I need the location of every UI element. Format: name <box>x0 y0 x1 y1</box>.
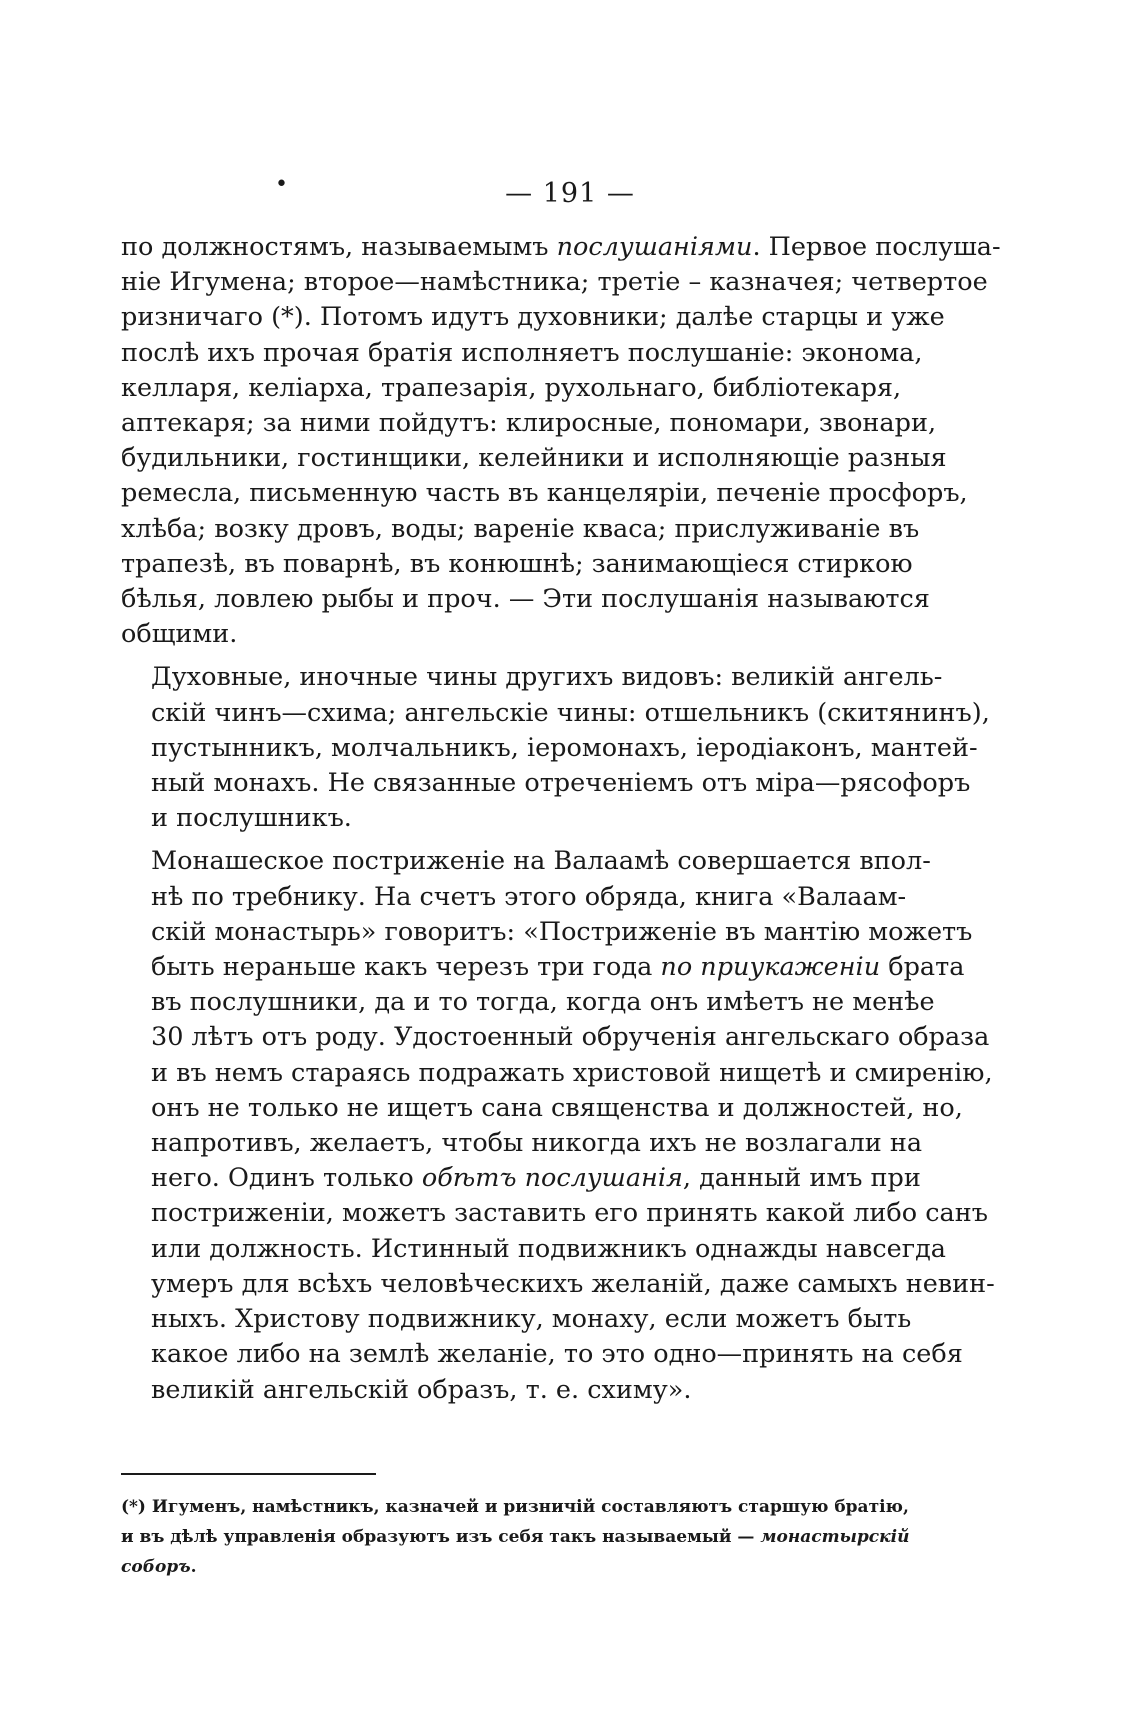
text-line: и послушникъ. <box>151 803 352 834</box>
paragraph-1 <box>121 230 1001 652</box>
text-line: будильники, гостинщики, келейники и исполняющіе разныя <box>121 443 947 474</box>
text-line: келларя, келіарха, трапезарія, рухольнаго, библіотекаря, <box>121 372 902 403</box>
text-line: Монашеское постриженіе на Валаамѣ совершается впол- <box>151 846 931 877</box>
text-line: онъ не только не ищетъ сана священства и должностей, но, <box>151 1092 963 1123</box>
text-line: бѣлья, ловлею рыбы и проч. — Эти послушанія называются <box>121 584 930 615</box>
stray-mark: • <box>275 172 288 197</box>
text-line: или должность. Истинный подвижникъ однажды навсегда <box>151 1233 946 1264</box>
paragraph-2 <box>121 660 990 836</box>
text-line: по должностямъ, называемымъ послушаніями. Первое послуша- <box>121 232 1001 262</box>
text-line: ный монахъ. Не связанные отреченіемъ отъ міра—рясофоръ <box>151 768 971 799</box>
text-line: нѣ по требнику. На счетъ этого обряда, книга «Валаам- <box>151 881 907 912</box>
text-line: какое либо на землѣ желаніе, то это одно—принять на себя <box>151 1339 963 1370</box>
footnote-divider <box>121 1473 376 1475</box>
text-line: хлѣба; возку дровъ, воды; вареніе кваса; прислуживаніе въ <box>121 513 920 544</box>
text-line: Духовные, иночные чины другихъ видовъ: великій ангель- <box>151 662 943 693</box>
text-line: напротивъ, желаетъ, чтобы никогда ихъ не возлагали на <box>151 1128 923 1159</box>
text-line: аптекаря; за ними пойдутъ: клиросные, пономари, звонари, <box>121 408 937 439</box>
text-line: пустынникъ, молчальникъ, іеромонахъ, іеродіаконъ, мантей- <box>151 732 978 763</box>
footnote <box>121 1492 910 1582</box>
text-line: послѣ ихъ прочая братія исполняетъ послушаніе: эконома, <box>121 337 923 368</box>
text-line: общими. <box>121 619 238 650</box>
text-line: него. Одинъ только обѣтъ послушанія, данный имъ при <box>151 1163 921 1194</box>
text-line: ныхъ. Христову подвижнику, монаху, если можетъ быть <box>151 1304 912 1335</box>
text-line: 30 лѣтъ отъ роду. Удостоенный обрученія ангельскаго образа <box>151 1022 990 1053</box>
text-line: быть нераньше какъ черезъ три года по приукаженіи брата <box>151 952 965 983</box>
footnote-line: и въ дѣлѣ управленія образуютъ изъ себя такъ называемый — монастырскій <box>121 1527 910 1547</box>
paragraph-3 <box>121 844 995 1407</box>
text-line: и въ немъ стараясь подражать христовой нищетѣ и смиренію, <box>151 1057 993 1088</box>
text-line: ремесла, письменную часть въ канцеляріи, печеніе просфоръ, <box>121 478 968 509</box>
footnote-line: соборъ. <box>121 1557 197 1577</box>
text-line: трапезѣ, въ поварнѣ, въ конюшнѣ; занимающіеся стиркою <box>121 548 913 579</box>
text-line: постриженіи, можетъ заставить его принять какой либо санъ <box>151 1198 988 1229</box>
text-line: великій ангельскій образъ, т. е. схиму». <box>151 1374 692 1405</box>
text-line: ризничаго (*). Потомъ идутъ духовники; далѣе старцы и уже <box>121 302 945 333</box>
footnote-line: (*) Игуменъ, намѣстникъ, казначей и ризничій составляютъ старшую братію, <box>121 1497 909 1517</box>
main-text <box>121 230 1001 1416</box>
text-line: скій монастырь» говоритъ: «Постриженіе въ мантію можетъ <box>151 916 973 947</box>
text-line: ніе Игумена; второе—намѣстника; третіе – казначея; четвертое <box>121 267 988 298</box>
text-line: скій чинъ—схима; ангельскіе чины: отшельникъ (скитянинъ), <box>151 697 990 728</box>
page-number: — 191 — <box>505 178 635 209</box>
text-line: въ послушники, да и то тогда, когда онъ имѣетъ не менѣе <box>151 987 935 1018</box>
text-line: умеръ для всѣхъ человѣческихъ желаній, даже самыхъ невин- <box>151 1268 995 1299</box>
